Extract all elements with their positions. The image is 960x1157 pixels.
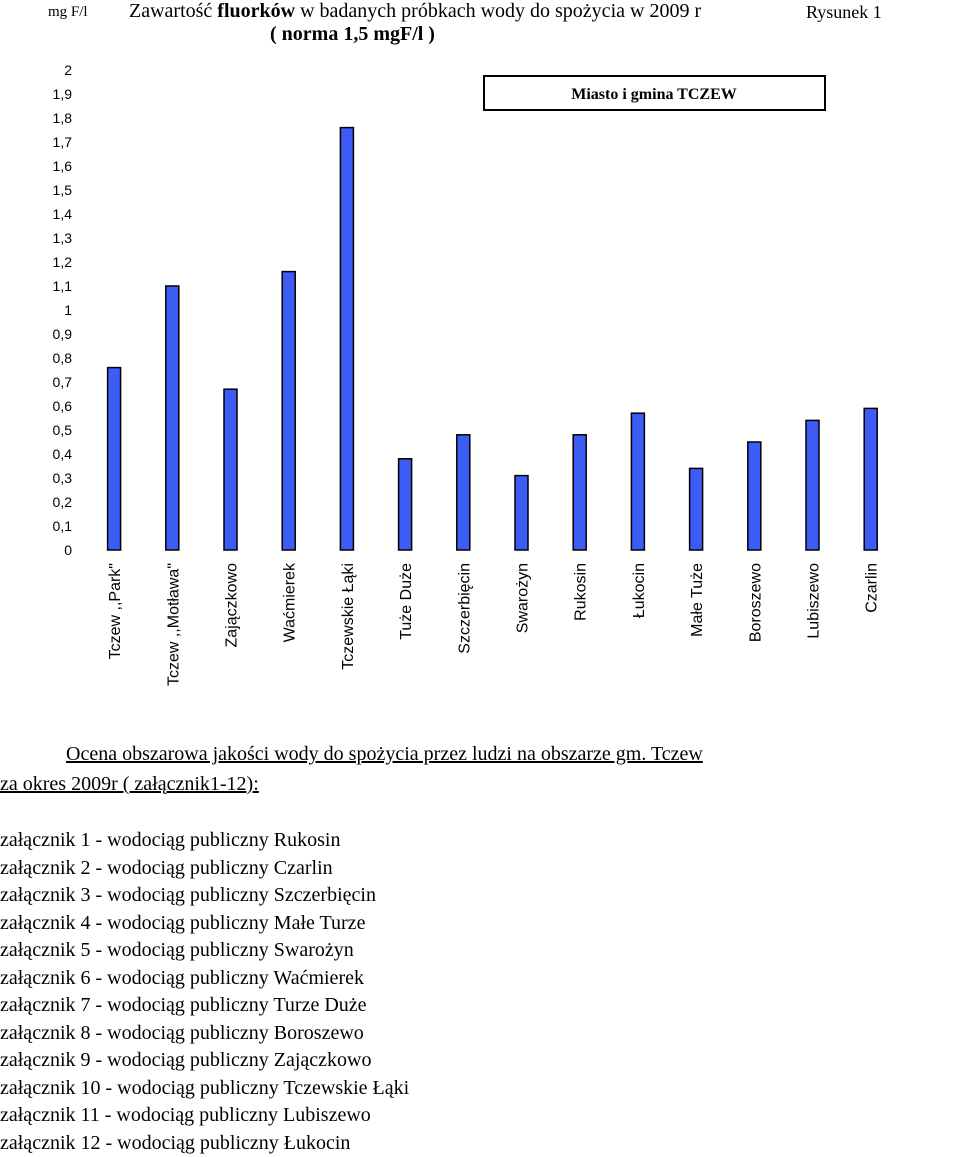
bar [806, 420, 819, 550]
attachment-item: załącznik 12 - wodociąg publiczny Łukocin [0, 1130, 409, 1157]
bar [224, 389, 237, 550]
bar [457, 435, 470, 550]
attachment-item: załącznik 1 - wodociąg publiczny Rukosin [0, 827, 409, 855]
attachment-item: załącznik 4 - wodociąg publiczny Małe Turze [0, 910, 409, 938]
y-tick-label: 1 [64, 302, 72, 318]
y-tick-label: 0 [64, 542, 72, 558]
y-tick-label: 0,7 [53, 374, 73, 390]
bar-series [108, 128, 878, 550]
attachment-list [0, 827, 409, 1157]
attachment-item: załącznik 10 - wodociąg publiczny Tczewskie Łąki [0, 1075, 409, 1103]
x-category-label: Boroszewo [747, 563, 764, 642]
y-tick-label: 1,9 [53, 86, 73, 102]
x-category-label: Łukocin [631, 563, 648, 618]
x-axis-labels [107, 562, 881, 686]
bar [631, 413, 644, 550]
attachment-item: załącznik 5 - wodociąg publiczny Swarożyn [0, 937, 409, 965]
figure-label: Rysunek 1 [806, 2, 882, 23]
x-category-label: Lubiszewo [806, 563, 823, 639]
bar [748, 442, 761, 550]
x-category-label: Swarożyn [515, 563, 532, 633]
bar [573, 435, 586, 550]
x-category-label: Tuże Duże [398, 563, 415, 640]
legend-label: Miasto i gmina TCZEW [571, 86, 737, 103]
y-tick-label: 1,6 [53, 158, 73, 174]
attachment-item: załącznik 8 - wodociąg publiczny Boroszewo [0, 1020, 409, 1048]
bar [515, 476, 528, 550]
y-tick-label: 0,2 [53, 494, 73, 510]
y-tick-label: 1,3 [53, 230, 73, 246]
x-category-label: Waćmierek [282, 562, 299, 642]
chart-subtitle: ( norma 1,5 mgF/l ) [270, 23, 435, 46]
y-tick-label: 1,8 [53, 110, 73, 126]
y-tick-label: 2 [64, 62, 72, 78]
attachment-item: załącznik 6 - wodociąg publiczny Waćmierek [0, 965, 409, 993]
y-tick-label: 1,4 [53, 206, 73, 222]
bar [166, 286, 179, 550]
section-heading: Ocena obszarowa jakości wody do spożycia przez ludzi na obszarze gm. Tczew [66, 743, 703, 766]
bar [340, 128, 353, 550]
y-axis [53, 62, 73, 558]
x-category-label: Tczewskie Łąki [340, 563, 357, 670]
y-tick-label: 1,7 [53, 134, 73, 150]
x-category-label: Małe Tuże [689, 563, 706, 637]
legend [484, 76, 825, 110]
attachment-item: załącznik 11 - wodociąg publiczny Lubiszewo [0, 1102, 409, 1130]
chart-title-part: Zawartość [129, 0, 217, 22]
x-category-label: Tczew ,,Park" [107, 563, 124, 659]
chart-title-part: w badanych próbkach wody do spożycia w 2009 r [295, 0, 701, 22]
y-tick-label: 1,2 [53, 254, 73, 270]
x-category-label: Czarlin [864, 563, 881, 613]
x-category-label: Szczerbięcin [456, 563, 473, 654]
bar [690, 468, 703, 550]
attachment-item: załącznik 7 - wodociąg publiczny Turze Duże [0, 992, 409, 1020]
bar [108, 368, 121, 550]
y-tick-label: 0,6 [53, 398, 73, 414]
x-category-label: Tczew ,,Motława" [165, 563, 182, 686]
x-category-label: Rukosin [573, 563, 590, 621]
y-tick-label: 0,3 [53, 470, 73, 486]
chart-title-bold-part: fluorków [217, 0, 295, 22]
attachment-item: załącznik 2 - wodociąg publiczny Czarlin [0, 855, 409, 883]
x-category-label: Zajączkowo [224, 563, 241, 648]
y-tick-label: 0,1 [53, 518, 73, 534]
attachment-item: załącznik 3 - wodociąg publiczny Szczerbięcin [0, 882, 409, 910]
bar [399, 459, 412, 550]
y-tick-label: 0,4 [53, 446, 73, 462]
section-heading-continuation: za okres 2009r ( załącznik1-12): [0, 773, 259, 796]
attachment-item: załącznik 9 - wodociąg publiczny Zajączkowo [0, 1047, 409, 1075]
y-tick-label: 0,9 [53, 326, 73, 342]
y-tick-label: 1,1 [53, 278, 73, 294]
y-axis-unit-label: mg F/l [48, 4, 88, 21]
y-tick-label: 1,5 [53, 182, 73, 198]
y-tick-label: 0,8 [53, 350, 73, 366]
bar [282, 272, 295, 550]
y-tick-label: 0,5 [53, 422, 73, 438]
bar [864, 408, 877, 550]
